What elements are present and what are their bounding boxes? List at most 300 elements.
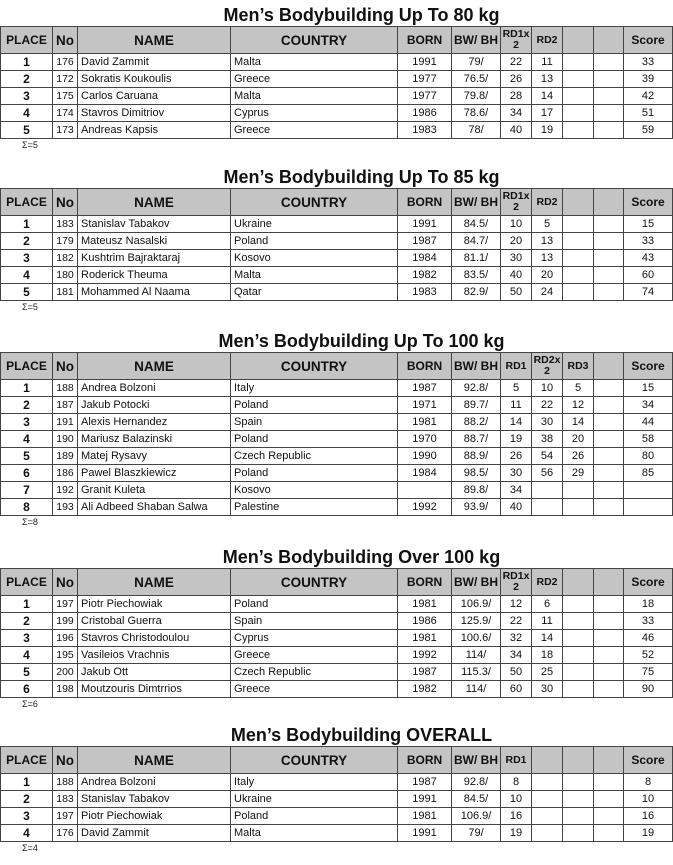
column-header (594, 353, 624, 380)
round-cell (594, 88, 624, 105)
score-cell: 33 (624, 54, 673, 71)
name-cell: Jakub Ott (78, 664, 231, 681)
name-cell: Ali Adbeed Shaban Salwa (78, 499, 231, 516)
born-cell: 1977 (398, 88, 452, 105)
round-cell (594, 54, 624, 71)
round-cell: 22 (532, 397, 563, 414)
place-cell: 8 (1, 499, 53, 516)
column-header: Score (624, 189, 673, 216)
place-cell: 3 (1, 630, 53, 647)
table-row (1, 482, 673, 499)
round-cell: 19 (532, 122, 563, 139)
score-cell: 15 (624, 216, 673, 233)
bodyweight-cell: 78/ (452, 122, 501, 139)
born-cell: 1986 (398, 613, 452, 630)
table-row (1, 808, 673, 825)
column-header: NAME (78, 353, 231, 380)
results-table (0, 568, 673, 698)
table-header-row (1, 189, 673, 216)
number-cell: 188 (53, 774, 78, 791)
score-cell: 33 (624, 613, 673, 630)
number-cell: 183 (53, 791, 78, 808)
round-cell: 8 (501, 774, 532, 791)
round-cell: 24 (532, 284, 563, 301)
round-cell (563, 681, 594, 698)
bodyweight-cell: 92.8/ (452, 774, 501, 791)
round-cell: 40 (501, 267, 532, 284)
column-header: RD1 (501, 353, 532, 380)
number-cell: 197 (53, 596, 78, 613)
results-table (0, 26, 673, 139)
country-cell: Poland (231, 233, 398, 250)
place-cell: 4 (1, 647, 53, 664)
score-cell (624, 499, 673, 516)
country-cell: Italy (231, 774, 398, 791)
column-header: COUNTRY (231, 189, 398, 216)
competitor-count: Σ=5 (22, 140, 38, 150)
round-cell (594, 267, 624, 284)
born-cell: 1981 (398, 630, 452, 647)
round-cell: 28 (501, 88, 532, 105)
column-header: No (53, 747, 78, 774)
score-cell: 15 (624, 380, 673, 397)
number-cell: 189 (53, 448, 78, 465)
bodyweight-cell: 88.9/ (452, 448, 501, 465)
score-cell: 80 (624, 448, 673, 465)
column-header: Score (624, 747, 673, 774)
name-cell: Kushtrim Bajraktaraj (78, 250, 231, 267)
round-cell (594, 647, 624, 664)
round-cell (563, 267, 594, 284)
table-row (1, 380, 673, 397)
round-cell: 6 (532, 596, 563, 613)
born-cell: 1981 (398, 414, 452, 431)
name-cell: Vasileios Vrachnis (78, 647, 231, 664)
name-cell: Mohammed Al Naama (78, 284, 231, 301)
results-table (0, 746, 673, 842)
score-cell: 75 (624, 664, 673, 681)
category-title: Men’s Bodybuilding Up To 85 kg (223, 167, 500, 187)
round-cell (532, 499, 563, 516)
place-cell: 1 (1, 380, 53, 397)
round-cell (563, 647, 594, 664)
round-cell (594, 122, 624, 139)
round-cell (594, 482, 624, 499)
country-cell: Poland (231, 431, 398, 448)
column-header: RD1 (501, 747, 532, 774)
country-cell: Greece (231, 647, 398, 664)
table-row (1, 414, 673, 431)
bodyweight-cell: 100.6/ (452, 630, 501, 647)
round-cell (594, 681, 624, 698)
column-header: Score (624, 569, 673, 596)
results-table (0, 188, 673, 301)
born-cell: 1982 (398, 681, 452, 698)
column-header: No (53, 189, 78, 216)
country-cell: Poland (231, 596, 398, 613)
name-cell: Cristobal Guerra (78, 613, 231, 630)
round-cell: 13 (532, 250, 563, 267)
score-cell: 51 (624, 105, 673, 122)
number-cell: 183 (53, 216, 78, 233)
name-cell: Stanislav Tabakov (78, 791, 231, 808)
table-row (1, 233, 673, 250)
column-header: RD2 (532, 189, 563, 216)
score-cell: 46 (624, 630, 673, 647)
country-cell: Malta (231, 825, 398, 842)
round-cell: 10 (532, 380, 563, 397)
bodyweight-cell: 84.5/ (452, 216, 501, 233)
bodyweight-cell: 78.6/ (452, 105, 501, 122)
table-row (1, 465, 673, 482)
bodyweight-cell: 76.5/ (452, 71, 501, 88)
place-cell: 2 (1, 397, 53, 414)
round-cell (532, 774, 563, 791)
round-cell: 26 (501, 71, 532, 88)
number-cell: 181 (53, 284, 78, 301)
country-cell: Ukraine (231, 216, 398, 233)
born-cell: 1991 (398, 216, 452, 233)
score-cell: 43 (624, 250, 673, 267)
round-cell: 16 (501, 808, 532, 825)
column-header: BW/ BH (452, 27, 501, 54)
name-cell: Carlos Caruana (78, 88, 231, 105)
name-cell: Alexis Hernandez (78, 414, 231, 431)
table-header-row (1, 353, 673, 380)
bodyweight-cell: 81.1/ (452, 250, 501, 267)
column-header: PLACE (1, 747, 53, 774)
category-section (0, 724, 673, 854)
table-row (1, 647, 673, 664)
round-cell (594, 431, 624, 448)
round-cell: 20 (563, 431, 594, 448)
born-cell: 1992 (398, 647, 452, 664)
round-cell: 14 (563, 414, 594, 431)
place-cell: 5 (1, 122, 53, 139)
number-cell: 200 (53, 664, 78, 681)
round-cell (563, 71, 594, 88)
round-cell: 11 (532, 54, 563, 71)
bodyweight-cell: 88.7/ (452, 431, 501, 448)
table-row (1, 88, 673, 105)
round-cell (563, 482, 594, 499)
round-cell (594, 808, 624, 825)
score-cell: 60 (624, 267, 673, 284)
place-cell: 1 (1, 596, 53, 613)
score-cell: 42 (624, 88, 673, 105)
round-cell: 11 (532, 613, 563, 630)
name-cell: Piotr Piechowiak (78, 808, 231, 825)
round-cell: 5 (532, 216, 563, 233)
category-title: Men’s Bodybuilding Over 100 kg (222, 547, 501, 567)
round-cell: 26 (501, 448, 532, 465)
table-row (1, 397, 673, 414)
round-cell (563, 630, 594, 647)
place-cell: 1 (1, 54, 53, 71)
name-cell: Mateusz Nasalski (78, 233, 231, 250)
born-cell: 1990 (398, 448, 452, 465)
round-cell: 19 (501, 431, 532, 448)
country-cell: Kosovo (231, 250, 398, 267)
bodyweight-cell: 106.9/ (452, 596, 501, 613)
score-cell: 74 (624, 284, 673, 301)
bodyweight-cell: 98.5/ (452, 465, 501, 482)
born-cell (398, 482, 452, 499)
round-cell (563, 233, 594, 250)
round-cell: 38 (532, 431, 563, 448)
column-header: No (53, 353, 78, 380)
bodyweight-cell: 93.9/ (452, 499, 501, 516)
table-row (1, 499, 673, 516)
place-cell: 6 (1, 681, 53, 698)
round-cell (532, 808, 563, 825)
number-cell: 190 (53, 431, 78, 448)
column-header: PLACE (1, 353, 53, 380)
column-header: PLACE (1, 27, 53, 54)
competitor-count: Σ=4 (22, 843, 38, 853)
round-cell: 10 (501, 791, 532, 808)
column-header (594, 747, 624, 774)
round-cell (594, 825, 624, 842)
round-cell: 32 (501, 630, 532, 647)
column-header: NAME (78, 747, 231, 774)
round-cell (594, 664, 624, 681)
bodyweight-cell: 89.8/ (452, 482, 501, 499)
round-cell: 60 (501, 681, 532, 698)
score-cell: 39 (624, 71, 673, 88)
number-cell: 176 (53, 54, 78, 71)
bodyweight-cell: 82.9/ (452, 284, 501, 301)
results-table (0, 352, 673, 516)
round-cell (594, 233, 624, 250)
round-cell: 10 (501, 216, 532, 233)
name-cell: Roderick Theuma (78, 267, 231, 284)
column-header: BORN (398, 27, 452, 54)
round-cell (594, 216, 624, 233)
name-cell: Andreas Kapsis (78, 122, 231, 139)
column-header: BW/ BH (452, 353, 501, 380)
table-row (1, 630, 673, 647)
table-row (1, 681, 673, 698)
column-header: RD2 (532, 27, 563, 54)
place-cell: 4 (1, 105, 53, 122)
place-cell: 2 (1, 613, 53, 630)
column-header: COUNTRY (231, 569, 398, 596)
place-cell: 5 (1, 664, 53, 681)
table-row (1, 54, 673, 71)
column-header: RD3 (563, 353, 594, 380)
place-cell: 6 (1, 465, 53, 482)
bodyweight-cell: 79/ (452, 825, 501, 842)
round-cell (594, 791, 624, 808)
round-cell (563, 808, 594, 825)
bodyweight-cell: 125.9/ (452, 613, 501, 630)
round-cell (532, 791, 563, 808)
name-cell: Stavros Christodoulou (78, 630, 231, 647)
table-row (1, 71, 673, 88)
table-row (1, 216, 673, 233)
column-header: PLACE (1, 569, 53, 596)
score-cell: 59 (624, 122, 673, 139)
round-cell (563, 284, 594, 301)
number-cell: 182 (53, 250, 78, 267)
place-cell: 3 (1, 808, 53, 825)
column-header: No (53, 27, 78, 54)
table-row (1, 613, 673, 630)
column-header: RD1x 2 (501, 569, 532, 596)
country-cell: Czech Republic (231, 664, 398, 681)
round-cell (563, 774, 594, 791)
round-cell: 14 (501, 414, 532, 431)
column-header: PLACE (1, 189, 53, 216)
name-cell: Stanislav Tabakov (78, 216, 231, 233)
score-cell: 19 (624, 825, 673, 842)
number-cell: 193 (53, 499, 78, 516)
column-header: NAME (78, 569, 231, 596)
round-cell: 13 (532, 71, 563, 88)
name-cell: Andrea Bolzoni (78, 774, 231, 791)
round-cell (594, 448, 624, 465)
born-cell: 1987 (398, 380, 452, 397)
table-header-row (1, 27, 673, 54)
round-cell (594, 105, 624, 122)
table-row (1, 431, 673, 448)
round-cell (594, 284, 624, 301)
round-cell (563, 250, 594, 267)
country-cell: Malta (231, 267, 398, 284)
round-cell (594, 465, 624, 482)
name-cell: Andrea Bolzoni (78, 380, 231, 397)
round-cell: 18 (532, 647, 563, 664)
number-cell: 197 (53, 808, 78, 825)
column-header: NAME (78, 189, 231, 216)
column-header: RD1x 2 (501, 27, 532, 54)
born-cell: 1977 (398, 71, 452, 88)
round-cell: 30 (532, 681, 563, 698)
category-section (0, 4, 673, 151)
country-cell: Greece (231, 681, 398, 698)
competitor-count: Σ=5 (22, 302, 38, 312)
round-cell (563, 825, 594, 842)
category-section (0, 330, 673, 528)
country-cell: Malta (231, 88, 398, 105)
bodyweight-cell: 114/ (452, 681, 501, 698)
bodyweight-cell: 79/ (452, 54, 501, 71)
round-cell (594, 380, 624, 397)
country-cell: Greece (231, 122, 398, 139)
round-cell: 26 (563, 448, 594, 465)
column-header: No (53, 569, 78, 596)
number-cell: 187 (53, 397, 78, 414)
number-cell: 188 (53, 380, 78, 397)
place-cell: 3 (1, 414, 53, 431)
round-cell (594, 613, 624, 630)
score-cell: 58 (624, 431, 673, 448)
category-title: Men’s Bodybuilding Up To 100 kg (218, 331, 505, 351)
round-cell: 40 (501, 122, 532, 139)
round-cell: 5 (501, 380, 532, 397)
score-cell (624, 482, 673, 499)
round-cell: 56 (532, 465, 563, 482)
table-header-row (1, 747, 673, 774)
column-header: Score (624, 27, 673, 54)
name-cell: Mariusz Balazinski (78, 431, 231, 448)
bodyweight-cell: 115.3/ (452, 664, 501, 681)
country-cell: Qatar (231, 284, 398, 301)
round-cell (563, 596, 594, 613)
competitor-count: Σ=6 (22, 699, 38, 709)
round-cell: 34 (501, 647, 532, 664)
place-cell: 2 (1, 791, 53, 808)
name-cell: Moutzouris Dimtrrios (78, 681, 231, 698)
round-cell (594, 596, 624, 613)
round-cell (563, 791, 594, 808)
bodyweight-cell: 84.7/ (452, 233, 501, 250)
country-cell: Greece (231, 71, 398, 88)
number-cell: 172 (53, 71, 78, 88)
born-cell: 1982 (398, 267, 452, 284)
round-cell (594, 499, 624, 516)
country-cell: Spain (231, 414, 398, 431)
column-header (594, 27, 624, 54)
born-cell: 1987 (398, 233, 452, 250)
born-cell: 1992 (398, 499, 452, 516)
name-cell: Pawel Blaszkiewicz (78, 465, 231, 482)
round-cell: 30 (501, 465, 532, 482)
number-cell: 196 (53, 630, 78, 647)
born-cell: 1991 (398, 54, 452, 71)
table-row (1, 791, 673, 808)
score-cell: 18 (624, 596, 673, 613)
country-cell: Czech Republic (231, 448, 398, 465)
born-cell: 1987 (398, 664, 452, 681)
number-cell: 191 (53, 414, 78, 431)
number-cell: 186 (53, 465, 78, 482)
round-cell (563, 105, 594, 122)
score-cell: 52 (624, 647, 673, 664)
table-row (1, 448, 673, 465)
score-cell: 44 (624, 414, 673, 431)
round-cell: 14 (532, 88, 563, 105)
column-header: RD2 (532, 569, 563, 596)
bodyweight-cell: 92.8/ (452, 380, 501, 397)
category-title: Men’s Bodybuilding OVERALL (230, 725, 493, 745)
column-header: COUNTRY (231, 27, 398, 54)
round-cell: 30 (532, 414, 563, 431)
round-cell: 25 (532, 664, 563, 681)
column-header: BW/ BH (452, 189, 501, 216)
competitor-count: Σ=8 (22, 517, 38, 527)
score-cell: 16 (624, 808, 673, 825)
born-cell: 1970 (398, 431, 452, 448)
born-cell: 1981 (398, 596, 452, 613)
place-cell: 4 (1, 825, 53, 842)
born-cell: 1984 (398, 465, 452, 482)
name-cell: David Zammit (78, 825, 231, 842)
number-cell: 176 (53, 825, 78, 842)
round-cell (563, 54, 594, 71)
table-row (1, 596, 673, 613)
number-cell: 175 (53, 88, 78, 105)
column-header: COUNTRY (231, 747, 398, 774)
country-cell: Ukraine (231, 791, 398, 808)
round-cell: 11 (501, 397, 532, 414)
column-header (594, 569, 624, 596)
round-cell: 22 (501, 54, 532, 71)
round-cell: 17 (532, 105, 563, 122)
round-cell (594, 250, 624, 267)
round-cell (563, 613, 594, 630)
